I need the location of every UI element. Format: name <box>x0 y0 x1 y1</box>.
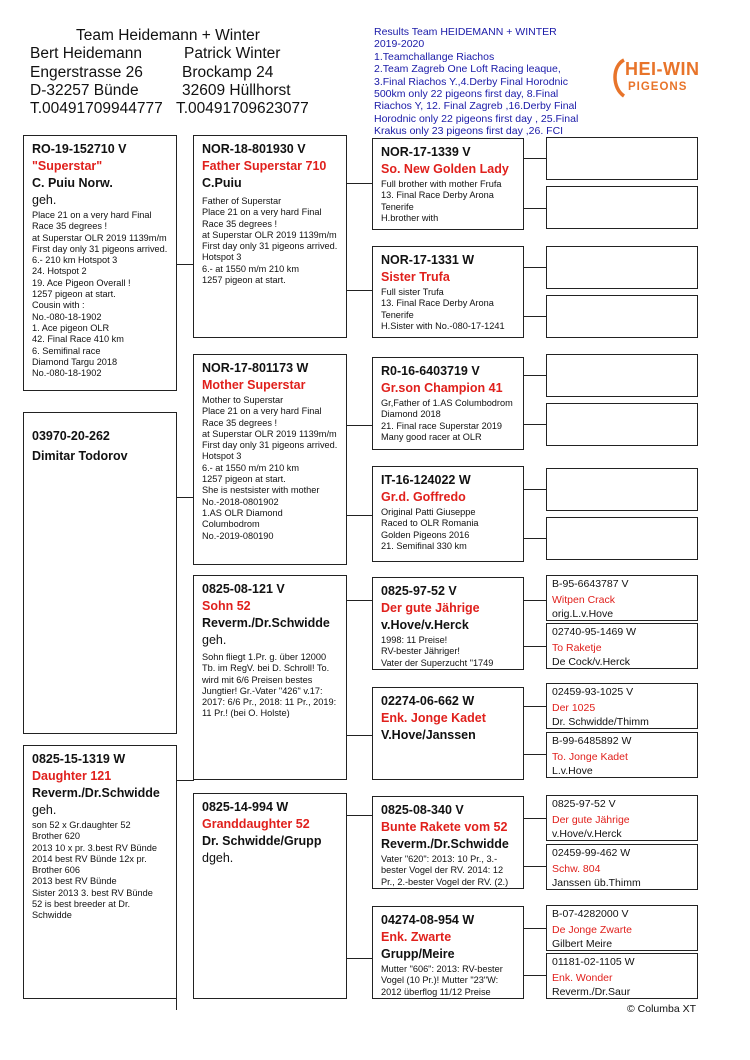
pigeon-name: Schw. 804 <box>552 863 601 875</box>
desc-line: Diamond Targu 2018 <box>32 356 118 367</box>
desc-line: 13. Final Race Derby Arona <box>381 190 494 201</box>
desc-line: 6.- at 1550 m/m 210 km <box>202 263 300 274</box>
desc-line: Many good racer at OLR <box>381 431 482 442</box>
desc-line: Sister 2013 3. best RV Bünde <box>32 887 153 898</box>
ring-number: NOR-17-801173 W <box>202 361 309 375</box>
results-line: Results Team HEIDEMANN + WINTER 2019-2020 <box>374 26 557 51</box>
gen4-card[interactable] <box>546 575 698 621</box>
desc-line: First day only 31 pigeons arrived. <box>32 243 168 254</box>
pigeon-name: "Superstar" <box>32 159 103 173</box>
sire-sire-card[interactable] <box>193 135 347 338</box>
desc-line: 1.AS OLR Diamond <box>202 507 283 518</box>
pigeon-name: Der gute Jährige <box>381 601 480 615</box>
logo-subtext: PIGEONS <box>628 81 688 93</box>
owner-right-name: Patrick Winter <box>184 45 281 62</box>
dam-card[interactable] <box>23 745 177 999</box>
pigeon-name: Enk. Zwarte <box>381 930 452 944</box>
pigeon-name: Father Superstar 710 <box>202 159 327 173</box>
breeder-name: v.Hove/v.Herck <box>552 828 622 840</box>
pigeon-description <box>381 179 517 224</box>
desc-line: at Superstar OLR 2019 1139m/m <box>202 229 337 240</box>
ring-number: 0825-97-52 V <box>381 584 457 598</box>
owner-right-phone: T.00491709623077 <box>176 100 309 117</box>
gen4-card[interactable] <box>546 137 698 180</box>
breeder-name: Reverm./Dr.Schwidde <box>202 616 330 630</box>
ring-number: B-07-4282000 V <box>552 908 629 920</box>
ring-number: 02274-06-662 W <box>381 694 475 708</box>
gen4-card[interactable] <box>546 623 698 669</box>
desc-line: She is nestsister with mother No.-2018-0801902 <box>202 485 320 507</box>
results-list <box>374 26 586 150</box>
pigeon-description <box>381 854 517 888</box>
pigeon-name: Der 1025 <box>552 702 596 714</box>
desc-line: at Superstar OLR 2019 1139m/m <box>202 428 337 439</box>
desc-line: 13. Final Race Derby Arona <box>381 298 494 309</box>
desc-line: 1257 pigeon at start. <box>32 289 116 300</box>
desc-line: Mutter "606": 2013: RV-bester Vogel (10 Pr.)! Mutter "23"W: 2012 überflog 11/12 Preise <box>381 964 503 997</box>
pigeon-name: Mother Superstar <box>202 378 306 392</box>
results-line: 3.Final Riachos Y.,4.Derby Final Horodnic <box>374 75 568 88</box>
gen4-card[interactable] <box>546 468 698 511</box>
pigeon-description <box>381 398 517 443</box>
results-line: Riachos Y, 12. Final Zagreb ,16.Derby Final <box>374 100 577 113</box>
desc-line: RV-bester Jähriger! <box>381 646 460 657</box>
pigeon-description <box>202 652 340 720</box>
ring-number: 02740-95-1469 W <box>552 626 637 638</box>
ring-number: 0825-14-994 W <box>202 800 289 814</box>
breeder-name: orig.L.v.Hove <box>552 608 614 620</box>
breeder-name: Reverm./Dr.Schwidde <box>381 837 509 851</box>
results-line: 500km only 22 pigeons first day, 8.Final <box>374 88 559 101</box>
desc-line: 24. Hotspot 2 <box>32 266 87 277</box>
desc-line: 52 is best breeder at Dr. Schwidde <box>32 899 131 921</box>
desc-line: Place 21 on a very hard Final Race 35 degrees ! <box>202 406 322 428</box>
results-line: 1.Teamchallange Riachos <box>374 50 495 63</box>
gen4-card[interactable] <box>546 517 698 560</box>
desc-line: 1257 pigeon at start. <box>202 474 286 485</box>
desc-line: Gr,Father of 1.AS Columbodrom <box>381 398 513 408</box>
pigeon-name: Gr.son Champion 41 <box>381 381 503 395</box>
subject-card[interactable] <box>23 135 177 391</box>
desc-line: No.-2019-080190 <box>202 530 274 541</box>
desc-line: 6.- 210 km Hotspot 3 <box>32 255 118 266</box>
desc-line: Tenerife <box>381 309 414 320</box>
owner-right-city: 32609 Hüllhorst <box>182 82 291 99</box>
ring-number: NOR-18-801930 V <box>202 142 306 156</box>
owner-card[interactable] <box>23 412 177 734</box>
sex-label: dgeh. <box>202 851 234 865</box>
pigeon-name: Bunte Rakete vom 52 <box>381 820 508 834</box>
gen4-card[interactable] <box>546 683 698 729</box>
ring-number: 02459-99-462 W <box>552 847 631 859</box>
desc-line: First day only 31 pigeons arrived. <box>202 440 338 451</box>
breeder-name: C.Puiu <box>202 176 242 190</box>
pigeon-name: Daughter 121 <box>32 769 112 783</box>
gen3-card[interactable] <box>372 138 524 230</box>
breeder-name: Janssen üb.Thimm <box>552 877 641 889</box>
ring-number: NOR-17-1331 W <box>381 253 475 267</box>
pigeon-description <box>202 395 340 542</box>
desc-line: Hotspot 3 <box>202 451 242 462</box>
desc-line: Full sister Trufa <box>381 287 444 297</box>
owner-left-city: D-32257 Bünde <box>30 82 139 99</box>
sire-dam-card[interactable] <box>193 354 347 565</box>
ring-number: 0825-97-52 V <box>552 798 616 810</box>
ring-number: 0825-08-121 V <box>202 582 285 596</box>
desc-line: Original Patti Giuseppe <box>381 507 476 517</box>
ring-number: 03970-20-262 <box>32 429 110 443</box>
ring-number: NOR-17-1339 V <box>381 145 471 159</box>
owner-right-street: Brockamp 24 <box>182 64 274 81</box>
desc-line: Vater "620": 2013: 10 Pr., 3.-bester Vogel der RV. 2014: 12 Pr., 2.-bester Vogel der RV. (2.) <box>381 854 509 887</box>
desc-line: 19. Ace Pigeon Overall ! <box>32 277 131 288</box>
desc-line: 21. Semifinal 330 km <box>381 540 467 551</box>
results-line: 2.Team Zagreb One Loft Racing leaque, <box>374 63 561 76</box>
ring-number: 04274-08-954 W <box>381 913 475 927</box>
pigeon-name: Der gute Jährige <box>552 814 630 826</box>
desc-line: Sohn fliegt 1.Pr. g. über 12000 Tb. im RegV. bei D. Schroll! To. wird mit 6/6 Preisen bestes Jungtier! Gr.-Vater "426" v.17: 2017: 6/6 Pr., 2018: 11 Pr., 2019: 11 Pr.! (bei O. Holste) <box>202 652 337 719</box>
pigeon-name: Sister Trufa <box>381 270 450 284</box>
ring-number: 02459-93-1025 V <box>552 686 634 698</box>
pigeon-name: De Jonge Zwarte <box>552 924 632 936</box>
desc-line: Vater der Superzucht "1749 <box>381 657 494 668</box>
breeder-name: Dimitar Todorov <box>32 449 128 463</box>
ring-number: 0825-08-340 V <box>381 803 464 817</box>
desc-line: No.-080-18-1902 <box>32 311 102 322</box>
pigeon-name: To. Jonge Kadet <box>552 751 628 763</box>
gen3-card[interactable] <box>372 906 524 999</box>
ring-number: B-95-6643787 V <box>552 578 629 590</box>
desc-line: 2013 best RV Bünde <box>32 876 117 887</box>
desc-line: 6.- at 1550 m/m 210 km <box>202 462 300 473</box>
breeder-name: Dr. Schwidde/Grupp <box>202 834 322 848</box>
pigeon-name: Enk. Wonder <box>552 972 613 984</box>
gen3-card[interactable] <box>372 357 524 450</box>
desc-line: 1257 pigeon at start. <box>202 275 286 286</box>
results-line: Krakus only 23 pigeons first day ,26. FCI <box>374 125 564 138</box>
gen3-card[interactable] <box>372 796 524 889</box>
pigeon-name: Granddaughter 52 <box>202 817 310 831</box>
desc-line: 21. Final race Superstar 2019 <box>381 420 503 431</box>
pigeon-name: Witpen Crack <box>552 594 616 606</box>
desc-line: Hotspot 3 <box>202 252 242 263</box>
desc-line: Mother to Superstar <box>202 395 284 405</box>
gen4-card[interactable] <box>546 732 698 778</box>
desc-line: 42. Final Race 410 km <box>32 334 124 345</box>
gen4-card[interactable] <box>546 186 698 229</box>
desc-line: Brother 620 <box>32 831 81 842</box>
gen4-card[interactable] <box>546 953 698 999</box>
desc-line: 1998: 11 Preise! <box>381 635 448 645</box>
ring-number: B-99-6485892 W <box>552 735 632 747</box>
pigeon-description <box>32 820 170 922</box>
ring-number: RO-19-152710 V <box>32 142 127 156</box>
breeder-name: De Cock/v.Herck <box>552 656 630 668</box>
desc-line: Golden Pigeons 2016 <box>381 529 470 540</box>
breeder-name: v.Hove/v.Herck <box>381 618 469 632</box>
gen4-card[interactable] <box>546 403 698 446</box>
pigeon-description <box>381 287 517 332</box>
gen3-card[interactable] <box>372 687 524 780</box>
desc-line: Place 21 on a very hard Final Race 35 degrees ! <box>202 207 322 229</box>
owner-left-street: Engerstrasse 26 <box>30 64 143 81</box>
pigeon-description <box>202 196 340 286</box>
ring-number: 01181-02-1105 W <box>552 956 635 968</box>
pigeon-name: So. New Golden Lady <box>381 162 509 176</box>
desc-line: 6. Semifinal race <box>32 345 101 356</box>
desc-line: Full brother with mother Frufa <box>381 179 502 189</box>
desc-line: 1. Ace pigeon OLR <box>32 322 110 333</box>
breeder-name: Dr. Schwidde/Thimm <box>552 716 649 728</box>
desc-line: Place 21 on a very hard Final Race 35 degrees ! <box>32 210 152 232</box>
breeder-name: Reverm./Dr.Saur <box>552 986 631 998</box>
desc-line: 2014 best RV Bünde 12x pr. <box>32 853 147 864</box>
desc-line: First day only 31 pigeons arrived. <box>202 241 338 252</box>
desc-line: Columbodrom <box>202 519 260 530</box>
breeder-name: Grupp/Meire <box>381 947 455 961</box>
desc-line: Diamond 2018 <box>381 409 441 420</box>
desc-line: Cousin with : <box>32 300 85 311</box>
desc-line: at Superstar OLR 2019 1139m/m <box>32 232 167 243</box>
gen3-card[interactable] <box>372 577 524 670</box>
breeder-name: Reverm./Dr.Schwidde <box>32 786 160 800</box>
desc-line: Brother 606 <box>32 865 81 876</box>
owner-left-name: Bert Heidemann <box>30 45 143 62</box>
breeder-name: Gilbert Meire <box>552 938 613 950</box>
gen3-card[interactable] <box>372 466 524 562</box>
pigeon-name: To Raketje <box>552 642 602 654</box>
sex-label: geh. <box>202 633 227 647</box>
gen4-card[interactable] <box>546 795 698 841</box>
gen4-card[interactable] <box>546 354 698 397</box>
gen4-card[interactable] <box>546 295 698 338</box>
pigeon-name: Gr.d. Goffredo <box>381 490 466 504</box>
ring-number: R0-16-6403719 V <box>381 364 480 378</box>
gen3-card[interactable] <box>372 246 524 338</box>
gen4-card[interactable] <box>546 905 698 951</box>
desc-line: Father of Superstar <box>202 196 282 206</box>
gen4-card[interactable] <box>546 844 698 890</box>
pigeon-description <box>32 210 170 379</box>
ring-number: 0825-15-1319 W <box>32 752 126 766</box>
breeder-name: L.v.Hove <box>552 765 593 777</box>
ring-number: IT-16-124022 W <box>381 473 471 487</box>
owner-left-phone: T.00491709944777 <box>30 100 163 117</box>
desc-line: No.-080-18-1902 <box>32 368 102 379</box>
pigeon-description <box>381 635 517 669</box>
sex-label: geh. <box>32 803 57 817</box>
heiwin-logo <box>608 56 698 100</box>
breeder-name: V.Hove/Janssen <box>381 728 476 742</box>
desc-line: son 52 x Gr.daughter 52 <box>32 820 131 830</box>
copyright-footer: © Columba XT <box>627 1003 697 1015</box>
desc-line: 2013 10 x pr. 3.best RV Bünde <box>32 842 157 853</box>
pigeon-description <box>381 964 517 998</box>
desc-line: Tenerife <box>381 201 414 212</box>
results-line: Horodnic only 22 pigeons first day , 25.Final <box>374 112 579 125</box>
gen4-card[interactable] <box>546 246 698 289</box>
dam-sire-card[interactable] <box>193 575 347 780</box>
pigeon-name: Sohn 52 <box>202 599 251 613</box>
pigeon-description <box>381 507 517 552</box>
pigeon-name: Enk. Jonge Kadet <box>381 711 486 725</box>
logo-text: HEI-WIN <box>625 59 700 79</box>
sex-label: geh. <box>32 193 57 207</box>
breeder-name: C. Puiu Norw. <box>32 176 113 190</box>
team-title: Team Heidemann + Winter <box>76 27 260 44</box>
dam-dam-card[interactable] <box>193 793 347 999</box>
desc-line: H.brother with <box>381 212 439 223</box>
desc-line: Raced to OLR Romania <box>381 518 479 529</box>
desc-line: H.Sister with No.-080-17-1241 <box>381 320 505 331</box>
